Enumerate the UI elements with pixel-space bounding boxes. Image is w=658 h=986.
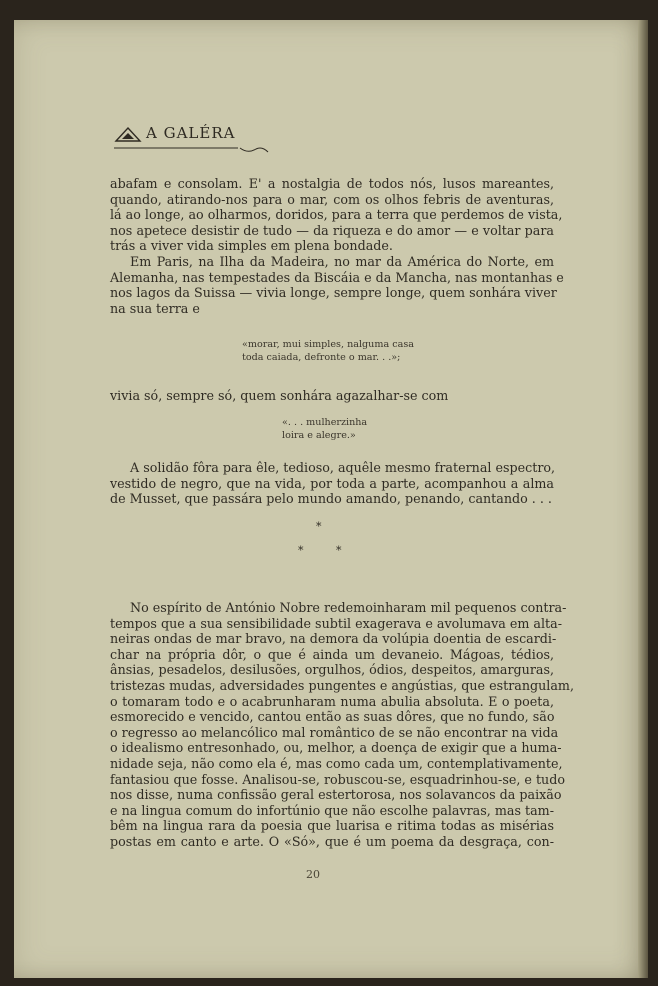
text-line: char na própria dôr, o que é ainda um devaneio. Mágoas, tédios,	[110, 646, 554, 662]
text-line: abafam e consolam. E' a nostalgia de todos nós, lusos mareantes,	[110, 176, 554, 191]
text-line: postas em canto e arte. O «Só», que é um poema da desgraça, con-	[110, 833, 554, 849]
section-separator-mark: *	[298, 544, 304, 557]
text-line: o idealismo entresonhado, ou, melhor, a doença de exigir que a huma-	[110, 740, 562, 756]
verse-line: toda caiada, defronte o mar. . .»;	[242, 352, 401, 363]
text-line: nos lagos da Suissa — vivia longe, sempre longe, quem sonhára viver	[110, 285, 557, 301]
text-line: nos disse, numa confissão geral estertorosa, nos solavancos da paixão	[110, 787, 562, 803]
book-page	[14, 20, 648, 978]
text-line: ânsias, pesadelos, desilusões, orgulhos, ódios, despeitos, amarguras,	[110, 662, 555, 678]
verse-line: «. . . mulherzinha	[282, 417, 368, 428]
paragraph-4	[110, 600, 574, 850]
paragraph-3	[110, 460, 554, 507]
text-line: fantasiou que fosse. Analisou-se, robuscou-se, esquadrinhou-se, e tudo	[110, 771, 565, 787]
text-line: na sua terra e	[110, 300, 200, 316]
verse-quote-2	[282, 416, 367, 442]
text-line: o tomaram todo e o acabrunharam numa abulia absoluta. E o poeta,	[110, 693, 554, 709]
text-line: bêm na lingua rara da poesia que luarisa e ritima todas as misérias	[110, 818, 554, 834]
running-header	[114, 108, 284, 148]
running-title: A GALÉRA	[146, 124, 236, 142]
paragraph-2: vivia só, sempre só, quem sonhára agazalhar-se com	[110, 388, 449, 403]
page-number: 20	[306, 868, 320, 881]
verse-quote-1	[242, 338, 414, 364]
text-line: de Musset, que passára pelo mundo amando, penando, cantando . . .	[110, 491, 552, 507]
text-line: tristezas mudas, adversidades pungentes e angústias, que estrangulam,	[110, 677, 574, 693]
page-gutter-shadow	[638, 20, 648, 978]
text-line: Em Paris, na Ilha da Madeira, no mar da América do Norte, em	[130, 253, 554, 269]
verse-line: «morar, mui simples, nalguma casa	[242, 339, 414, 350]
verse-line: loira e alegre.»	[282, 430, 356, 441]
text-line: o regresso ao melancólico mal romântico de se não encontrar na vida	[110, 724, 559, 740]
text-line: A solidão fôra para êle, tedioso, aquêle mesmo fraternal espectro,	[130, 460, 556, 475]
text-line: neiras ondas de mar bravo, na demora da volúpia doentia de escardi-	[110, 631, 557, 647]
text-line: vestido de negro, que na vida, por toda a parte, acompanhou a alma	[110, 475, 554, 491]
text-line: trás a viver vida simples em plena bondade.	[110, 238, 393, 254]
text-line: e na lingua comum do infortúnio que não escolhe palavras, mas tam-	[110, 802, 554, 818]
text-line: tempos que a sua sensibilidade subtil exagerava e avolumava em alta-	[110, 615, 563, 631]
text-line: esmorecido e vencido, cantou então as suas dôres, que no fundo, são	[110, 709, 555, 725]
text-line: nos apetece desistir de tudo — da riqueza e do amor — e voltar para	[110, 222, 554, 238]
section-separator-mark: *	[336, 544, 342, 557]
text-line: No espírito de António Nobre redemoinharam mil pequenos contra-	[130, 600, 567, 615]
text-line: Alemanha, nas tempestades da Biscáia e da Mancha, nas montanhas e	[110, 269, 564, 285]
text-line: nidade seja, não como ela é, mas como cada um, contemplativamente,	[110, 755, 563, 771]
header-rule-ornament-icon	[114, 146, 274, 156]
paragraph-1	[110, 176, 564, 316]
text-line: quando, atirando-nos para o mar, com os olhos febris de aventuras,	[110, 191, 554, 207]
triangle-ornament-icon	[114, 126, 144, 142]
section-separator-mark: *	[316, 520, 322, 533]
text-line: lá ao longe, ao olharmos, doridos, para a terra que perdemos de vista,	[110, 207, 563, 223]
